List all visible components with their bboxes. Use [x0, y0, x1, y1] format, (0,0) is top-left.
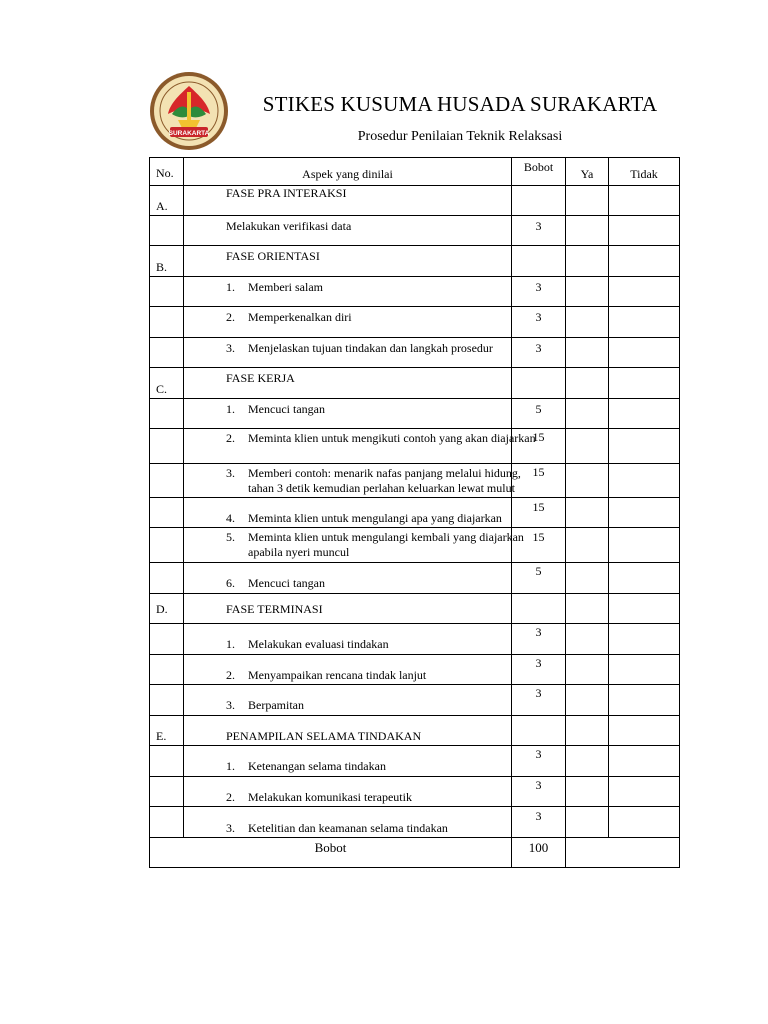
- bobot-value: 5: [535, 564, 542, 578]
- item-number: 3.: [226, 341, 235, 355]
- table-row: [150, 186, 680, 216]
- item-text: Ketelitian dan keamanan selama tindakan: [248, 821, 448, 835]
- bobot-cell: [512, 368, 566, 399]
- cell: [184, 186, 512, 216]
- item-text: Melakukan evaluasi tindakan: [248, 637, 389, 651]
- table-row: [150, 746, 680, 777]
- item-text: Memberi contoh: menarik nafas panjang melalui hidung, tahan 3 detik kemudian perlahan keluarkan lewat mulut: [248, 466, 521, 495]
- item-text: Menjelaskan tujuan tindakan dan langkah prosedur: [248, 341, 493, 355]
- section-title: FASE KERJA: [226, 371, 295, 385]
- tidak-checkbox-cell[interactable]: [609, 429, 680, 464]
- bobot-value: 3: [535, 778, 542, 792]
- tidak-checkbox-cell[interactable]: [609, 807, 680, 838]
- bobot-cell: [512, 685, 566, 716]
- total-row: [150, 838, 680, 868]
- ya-checkbox-cell[interactable]: [566, 464, 609, 498]
- tidak-checkbox-cell[interactable]: [609, 246, 680, 277]
- ya-checkbox-cell[interactable]: [566, 307, 609, 338]
- ya-checkbox-cell[interactable]: [566, 716, 609, 746]
- bobot-cell: [512, 624, 566, 655]
- section-letter: B.: [156, 260, 168, 274]
- header-no: No.: [156, 166, 174, 180]
- cell: [184, 777, 512, 807]
- cell: [184, 528, 524, 563]
- ya-checkbox-cell[interactable]: [566, 624, 609, 655]
- table-row: [150, 685, 680, 716]
- table-row: [150, 277, 680, 307]
- bobot-cell: [512, 655, 566, 685]
- bobot-value: 3: [535, 219, 542, 233]
- item-text: Meminta klien untuk mengikuti contoh yang akan diajarkan: [248, 431, 536, 445]
- ya-checkbox-cell[interactable]: [566, 498, 609, 528]
- header-tidak-cell: [609, 158, 680, 186]
- ya-checkbox-cell[interactable]: [566, 777, 609, 807]
- table-row: [150, 216, 680, 246]
- ya-checkbox-cell[interactable]: [566, 594, 609, 624]
- ya-checkbox-cell[interactable]: [566, 399, 609, 429]
- total-blank-cell: [566, 838, 680, 868]
- item-number: 1.: [226, 280, 235, 294]
- table-row: [150, 655, 680, 685]
- header-tidak: Tidak: [630, 167, 658, 181]
- institution-logo: [148, 70, 230, 152]
- cell: [184, 307, 512, 338]
- ya-checkbox-cell[interactable]: [566, 685, 609, 716]
- bobot-cell: [512, 338, 566, 368]
- item-number: 3.: [226, 466, 235, 480]
- item-text: Meminta klien untuk mengulangi kembali yang diajarkan apabila nyeri muncul: [248, 530, 524, 559]
- bobot-cell: [512, 498, 566, 528]
- tidak-checkbox-cell[interactable]: [609, 399, 680, 429]
- tidak-checkbox-cell[interactable]: [609, 716, 680, 746]
- item-number: 5.: [226, 530, 235, 544]
- section-title: FASE ORIENTASI: [226, 249, 320, 263]
- ya-checkbox-cell[interactable]: [566, 246, 609, 277]
- bobot-value: 3: [535, 625, 542, 639]
- tidak-checkbox-cell[interactable]: [609, 277, 680, 307]
- tidak-checkbox-cell[interactable]: [609, 655, 680, 685]
- cell: [150, 216, 184, 246]
- ya-checkbox-cell[interactable]: [566, 746, 609, 777]
- header-bobot-cell: [512, 158, 566, 186]
- bobot-value: 3: [535, 656, 542, 670]
- cell: [150, 655, 184, 685]
- table-row: [150, 307, 680, 338]
- item-number: 4.: [226, 511, 235, 525]
- bobot-value: 15: [532, 430, 545, 444]
- cell: [184, 246, 512, 277]
- item-number: 3.: [226, 698, 235, 712]
- cell: [150, 464, 184, 498]
- bobot-value: 3: [535, 747, 542, 761]
- bobot-cell: [512, 563, 566, 594]
- table-row: [150, 624, 680, 655]
- header-ya: Ya: [580, 167, 594, 181]
- cell: [184, 368, 512, 399]
- total-label-cell: [150, 838, 512, 868]
- cell: [184, 594, 512, 624]
- item-text: Melakukan verifikasi data: [226, 219, 352, 233]
- bobot-value: 3: [535, 686, 542, 700]
- section-title: FASE TERMINASI: [226, 602, 323, 616]
- table-row: [150, 429, 680, 464]
- cell: [150, 716, 184, 746]
- section-letter: A.: [156, 199, 168, 213]
- tidak-checkbox-cell[interactable]: [609, 338, 680, 368]
- section-title: PENAMPILAN SELAMA TINDAKAN: [226, 729, 422, 743]
- cell: [150, 528, 184, 563]
- tidak-checkbox-cell[interactable]: [609, 746, 680, 777]
- cell: [150, 685, 184, 716]
- ya-checkbox-cell[interactable]: [566, 563, 609, 594]
- bobot-cell: [512, 594, 566, 624]
- bobot-value: 3: [535, 341, 542, 355]
- ya-checkbox-cell[interactable]: [566, 368, 609, 399]
- section-title: FASE PRA INTERAKSI: [226, 186, 347, 200]
- item-text: Mencuci tangan: [248, 576, 325, 590]
- item-number: 1.: [226, 637, 235, 651]
- table-row: [150, 368, 680, 399]
- bobot-cell: [512, 399, 566, 429]
- section-letter: D.: [156, 602, 168, 616]
- item-text: Menyampaikan rencana tindak lanjut: [248, 668, 427, 682]
- cell: [184, 746, 512, 777]
- table-row: [150, 498, 680, 528]
- cell: [150, 777, 184, 807]
- cell: [150, 498, 184, 528]
- ya-checkbox-cell[interactable]: [566, 186, 609, 216]
- total-value: 100: [528, 840, 549, 855]
- table-row: [150, 464, 680, 498]
- header-aspek: Aspek yang dinilai: [302, 167, 393, 181]
- tidak-checkbox-cell[interactable]: [609, 498, 680, 528]
- item-number: 6.: [226, 576, 235, 590]
- cell: [184, 498, 512, 528]
- table-row: [150, 338, 680, 368]
- bobot-cell: [512, 716, 566, 746]
- tidak-checkbox-cell[interactable]: [609, 186, 680, 216]
- tidak-checkbox-cell[interactable]: [609, 685, 680, 716]
- tidak-checkbox-cell[interactable]: [609, 777, 680, 807]
- item-number: 2.: [226, 790, 235, 804]
- cell: [150, 594, 184, 624]
- header-no-cell: [150, 158, 184, 186]
- header-ya-cell: [566, 158, 609, 186]
- tidak-checkbox-cell[interactable]: [609, 528, 680, 563]
- item-number: 2.: [226, 310, 235, 324]
- cell: [150, 338, 184, 368]
- table-row: [150, 777, 680, 807]
- tidak-checkbox-cell[interactable]: [609, 307, 680, 338]
- item-number: 2.: [226, 668, 235, 682]
- section-letter: C.: [156, 382, 168, 396]
- bobot-value: 3: [535, 310, 542, 324]
- cell: [184, 716, 512, 746]
- bobot-cell: [512, 246, 566, 277]
- bobot-cell: [512, 528, 566, 563]
- bobot-cell: [512, 216, 566, 246]
- item-text: Mencuci tangan: [248, 402, 325, 416]
- bobot-cell: [512, 464, 566, 498]
- cell: [150, 277, 184, 307]
- cell: [184, 807, 512, 838]
- item-text: Ketenangan selama tindakan: [248, 759, 386, 773]
- cell: [150, 807, 184, 838]
- table-row: [150, 716, 680, 746]
- bobot-value: 5: [535, 402, 542, 416]
- ya-checkbox-cell[interactable]: [566, 216, 609, 246]
- table-row: [150, 399, 680, 429]
- item-text: Memberi salam: [248, 280, 323, 294]
- table-row: [150, 246, 680, 277]
- ya-checkbox-cell[interactable]: [566, 655, 609, 685]
- ya-checkbox-cell[interactable]: [566, 277, 609, 307]
- bobot-value: 3: [535, 809, 542, 823]
- institution-title: STIKES KUSUMA HUSADA SURAKARTA: [262, 92, 658, 116]
- cell: [184, 655, 512, 685]
- logo-text: SURAKARTA: [168, 130, 210, 137]
- cell: [150, 307, 184, 338]
- document-subtitle: Prosedur Penilaian Teknik Relaksasi: [357, 129, 563, 144]
- item-number: 3.: [226, 821, 235, 835]
- cell: [150, 186, 184, 216]
- ya-checkbox-cell[interactable]: [566, 528, 609, 563]
- bobot-cell: [512, 429, 566, 464]
- item-number: 1.: [226, 402, 235, 416]
- cell: [184, 464, 521, 498]
- cell: [184, 429, 536, 464]
- section-letter: E.: [156, 729, 167, 743]
- tidak-checkbox-cell[interactable]: [609, 594, 680, 624]
- bobot-cell: [512, 277, 566, 307]
- total-label: Bobot: [314, 840, 347, 855]
- ya-checkbox-cell[interactable]: [566, 429, 609, 464]
- cell: [184, 338, 512, 368]
- bobot-value: 15: [532, 500, 545, 514]
- tidak-checkbox-cell[interactable]: [609, 624, 680, 655]
- item-number: 2.: [226, 431, 235, 445]
- cell: [150, 624, 184, 655]
- bobot-cell: [512, 807, 566, 838]
- tidak-checkbox-cell[interactable]: [609, 464, 680, 498]
- cell: [184, 563, 512, 594]
- cell: [184, 216, 512, 246]
- table-row: [150, 807, 680, 838]
- tidak-checkbox-cell[interactable]: [609, 368, 680, 399]
- table-row: [150, 528, 680, 563]
- item-text: Meminta klien untuk mengulangi apa yang diajarkan: [248, 511, 502, 525]
- ya-checkbox-cell[interactable]: [566, 338, 609, 368]
- cell: [184, 685, 512, 716]
- bobot-value: 15: [532, 530, 545, 544]
- item-text: Berpamitan: [248, 698, 304, 712]
- bobot-cell: [512, 777, 566, 807]
- cell: [150, 246, 184, 277]
- cell: [184, 399, 512, 429]
- bobot-value: 15: [532, 465, 545, 479]
- tidak-checkbox-cell[interactable]: [609, 563, 680, 594]
- cell: [150, 563, 184, 594]
- bobot-cell: [512, 186, 566, 216]
- item-text: Melakukan komunikasi terapeutik: [248, 790, 412, 804]
- assessment-table: [149, 157, 680, 868]
- cell: [184, 277, 512, 307]
- cell: [184, 624, 512, 655]
- total-value-cell: [512, 838, 566, 868]
- table-row: [150, 563, 680, 594]
- cell: [150, 368, 184, 399]
- tidak-checkbox-cell[interactable]: [609, 216, 680, 246]
- table-header-row: [150, 158, 680, 186]
- cell: [150, 746, 184, 777]
- table-row: [150, 594, 680, 624]
- bobot-cell: [512, 307, 566, 338]
- item-number: 1.: [226, 759, 235, 773]
- item-text: Memperkenalkan diri: [248, 310, 352, 324]
- bobot-cell: [512, 746, 566, 777]
- header-aspek-cell: [184, 158, 512, 186]
- ya-checkbox-cell[interactable]: [566, 807, 609, 838]
- cell: [150, 429, 184, 464]
- cell: [150, 399, 184, 429]
- header-bobot: Bobot: [523, 160, 554, 174]
- bobot-value: 3: [535, 280, 542, 294]
